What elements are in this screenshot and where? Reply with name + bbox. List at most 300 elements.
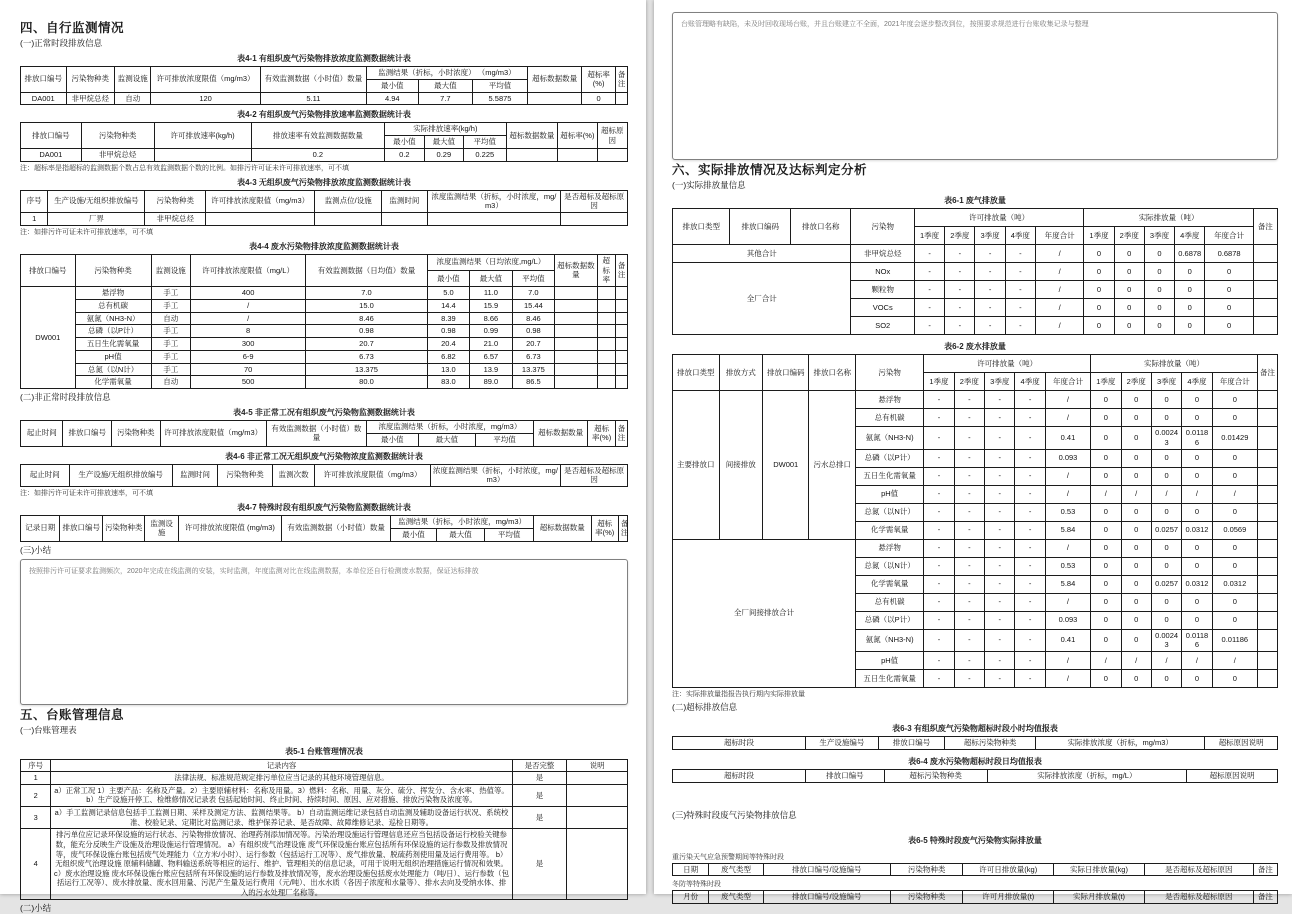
header-cell: 监测点位/设施: [315, 190, 382, 213]
cell: 0.0257: [1151, 521, 1181, 539]
cell: [555, 363, 597, 376]
cell: 7.0: [306, 287, 427, 300]
cell: DA001: [21, 148, 82, 161]
header-cell: 污染物: [856, 355, 924, 391]
cell: -: [924, 539, 954, 557]
header-cell: 废气类型: [709, 891, 763, 904]
header-cell: 超标原因: [597, 123, 627, 149]
cell: /: [1035, 317, 1083, 335]
table-4-2-note: 注：超标率是指超标的监测数据个数占总有效监测数据个数的比例。如排污许可证未许可排放速率，可不填: [20, 164, 349, 172]
cell: -: [954, 539, 984, 557]
header-cell: 说明: [567, 759, 628, 772]
header-cell: 浓度监测结果（折标，小时浓度，mg/m3）: [366, 421, 533, 434]
cell: 是: [512, 784, 567, 806]
header-cell: 序号: [21, 759, 51, 772]
cell: 8: [190, 325, 305, 338]
cell: /: [190, 312, 305, 325]
cell: 0.6878: [1175, 245, 1205, 263]
table-row: [21, 350, 628, 363]
cell: -: [924, 652, 954, 670]
table-header-row: [21, 421, 628, 434]
cell: [597, 299, 615, 312]
header-cell: 1季度: [924, 373, 954, 391]
cell: 总氮（以N计）: [75, 363, 151, 376]
header-cell: 超标数据数量: [533, 421, 588, 447]
cell: -: [945, 245, 975, 263]
cell: 8.46: [306, 312, 427, 325]
header-cell: 最小值: [391, 528, 437, 541]
cell: /: [1182, 485, 1212, 503]
cell: 70: [190, 363, 305, 376]
cell: /: [1045, 409, 1090, 427]
cell: -: [1015, 503, 1045, 521]
header-cell: 污染物: [851, 209, 915, 245]
cell: 0: [1121, 557, 1151, 575]
header-cell: 超标时段: [673, 737, 806, 750]
cell: 0: [1151, 539, 1181, 557]
cell: 0: [1151, 503, 1181, 521]
table-6-1-title: 表6-1 废气排放量: [944, 196, 1006, 205]
cell: 0.01186: [1212, 629, 1257, 652]
header-cell: 1季度: [1084, 227, 1114, 245]
cell: 0.01429: [1212, 427, 1257, 450]
cell: 0: [1212, 449, 1257, 467]
header-cell: 许可排放浓度限值 (mg/m3): [178, 516, 281, 542]
cell: 0: [1175, 317, 1205, 335]
table-row: [21, 287, 628, 300]
cell: /: [1045, 391, 1090, 409]
header-cell: 起止时间: [21, 464, 70, 487]
header-cell: 2季度: [1121, 373, 1151, 391]
cell: [1257, 521, 1277, 539]
header-cell: 污染物种类: [145, 190, 206, 213]
cell: 5.11: [260, 92, 366, 105]
data-table: [20, 420, 628, 447]
cell: /: [1151, 485, 1181, 503]
cell: -: [954, 449, 984, 467]
section-5-sub1: (一)台账管理表: [20, 724, 77, 735]
header-cell: 监测次数: [272, 464, 314, 487]
cell: 0.6878: [1205, 245, 1253, 263]
cell: 全厂间接排放合计: [673, 539, 856, 688]
cell: 1: [21, 772, 51, 785]
cell: 0: [1205, 299, 1253, 317]
cell: 0: [1114, 299, 1144, 317]
cell: 0: [1091, 449, 1121, 467]
cell: 0: [1212, 670, 1257, 688]
cell: -: [1015, 485, 1045, 503]
cell: 500: [190, 376, 305, 389]
cell: -: [1015, 467, 1045, 485]
table-6-5b: [672, 890, 1278, 904]
cell: 0: [1144, 245, 1174, 263]
cell: 120: [151, 92, 260, 105]
cell: -: [985, 593, 1015, 611]
cell: /: [1091, 485, 1121, 503]
cell: -: [945, 299, 975, 317]
cell: 0: [1144, 281, 1174, 299]
cell: 0: [1114, 245, 1144, 263]
cell: SO2: [851, 317, 915, 335]
cell: [615, 325, 627, 338]
header-cell: 废气类型: [709, 863, 763, 876]
cell: 氨氮（NH3-N）: [75, 312, 151, 325]
cell: [567, 772, 628, 785]
cell: [615, 92, 627, 105]
cell: 4: [21, 829, 51, 899]
header-cell: 最大值: [470, 270, 512, 286]
cell: -: [924, 611, 954, 629]
table-header-row: [673, 891, 1278, 904]
cell: 自动: [151, 312, 190, 325]
header-cell: 1季度: [914, 227, 944, 245]
cell: 0.01186: [1182, 427, 1212, 450]
table-header-row: [673, 863, 1278, 876]
cell: 五日生化需氧量: [856, 467, 924, 485]
header-cell: 浓度监测结果（折标，小时浓度，mg/m3）: [427, 190, 561, 213]
cell: [615, 312, 627, 325]
cell: -: [1015, 629, 1045, 652]
data-table: [672, 354, 1278, 688]
section-6-heading: 六、实际排放情况及达标判定分析: [672, 163, 868, 177]
cell: 0: [1091, 575, 1121, 593]
cell: -: [954, 575, 984, 593]
cell: 80.0: [306, 376, 427, 389]
header-cell: 排放口编码: [762, 355, 809, 391]
cell: DW001: [21, 287, 76, 389]
cell: -: [954, 391, 984, 409]
cell: 0.41: [1045, 427, 1090, 450]
header-cell: 月份: [673, 891, 709, 904]
cell: -: [975, 317, 1005, 335]
cell: 13.375: [306, 363, 427, 376]
header-cell: 2季度: [954, 373, 984, 391]
cell: NOx: [851, 263, 915, 281]
cell: 0: [1175, 281, 1205, 299]
cell: 0.0312: [1212, 575, 1257, 593]
header-cell: 监测时间: [382, 190, 428, 213]
cell: 间接排放: [719, 391, 762, 540]
table-4-2-title: 表4-2 有组织废气污染物排放速率监测数据统计表: [237, 110, 411, 120]
cell: [615, 350, 627, 363]
cell: 5.0: [427, 287, 469, 300]
cell: [506, 148, 558, 161]
table-header-row: [21, 464, 628, 487]
cell: -: [954, 467, 984, 485]
header-cell: 日期: [673, 863, 709, 876]
cell: 0.2: [385, 148, 424, 161]
cell: [597, 287, 615, 300]
cell: 0: [1151, 409, 1181, 427]
table-header-row: [21, 254, 628, 270]
cell: 0: [1151, 670, 1181, 688]
section-6-sub1: (一)实际排放量信息: [672, 180, 746, 190]
header-cell: 超标数据数量: [533, 516, 591, 542]
cell: 0: [1121, 391, 1151, 409]
cell: 0: [1144, 299, 1174, 317]
cell: 0.093: [1045, 611, 1090, 629]
cell: [567, 784, 628, 806]
table-4-3-title: 表4-3 无组织废气污染物排放浓度监测数据统计表: [237, 177, 411, 187]
header-cell: 4季度: [1182, 373, 1212, 391]
section-5-heading: 五、台账管理信息: [20, 707, 125, 722]
header-cell: 3季度: [975, 227, 1005, 245]
cell: -: [1005, 263, 1035, 281]
header-cell: 3季度: [1151, 373, 1181, 391]
data-table: [20, 254, 628, 389]
header-cell: 排放口编号: [878, 737, 945, 750]
header-cell: 污染物种类: [66, 67, 115, 93]
header-cell: 平均值: [485, 528, 534, 541]
cell: 0: [1091, 391, 1121, 409]
cell: /: [1045, 593, 1090, 611]
cell: -: [924, 593, 954, 611]
header-cell: 污染物种类: [890, 891, 963, 904]
cell: /: [1182, 652, 1212, 670]
header-cell: 是否超标及超标原因: [561, 464, 628, 487]
cell: 8.66: [470, 312, 512, 325]
cell: 20.7: [512, 338, 554, 351]
cell: -: [985, 575, 1015, 593]
cell: 0: [1182, 409, 1212, 427]
table-row: [21, 829, 628, 899]
table-5-1: [20, 759, 628, 900]
cell: -: [914, 281, 944, 299]
table-row: [673, 263, 1278, 281]
cell: -: [1005, 245, 1035, 263]
cell: [527, 92, 582, 105]
table-6-5-title: 表6-5 特殊时段废气污染物实际排放量: [908, 835, 1042, 845]
cell: 0: [1121, 670, 1151, 688]
data-table: [672, 863, 1278, 877]
header-cell: 超标原因说明: [1205, 737, 1278, 750]
cell: -: [1005, 317, 1035, 335]
table-row: [673, 539, 1278, 557]
header-cell: 许可排放量（吨）: [914, 209, 1083, 227]
cell: [1257, 629, 1277, 652]
cell: 0: [1114, 317, 1144, 335]
header-cell: 排放口名称: [809, 355, 856, 391]
cell: 0: [1091, 670, 1121, 688]
cell: -: [954, 427, 984, 450]
header-cell: 2季度: [945, 227, 975, 245]
cell: [567, 807, 628, 829]
cell: 0.00243: [1151, 427, 1181, 450]
header-cell: 实际排放浓度（折标，mg/L）: [987, 769, 1187, 782]
cell: DA001: [21, 92, 67, 105]
cell: 0: [1114, 263, 1144, 281]
header-cell: 许可排放速率(kg/h): [154, 123, 251, 149]
cell: [1257, 557, 1277, 575]
header-cell: 污染物种类: [102, 516, 144, 542]
cell: 83.0: [427, 376, 469, 389]
cell: 0: [1121, 449, 1151, 467]
header-cell: 实际排放量（吨）: [1084, 209, 1253, 227]
header-cell: 有效监测数据（小时值）数量: [266, 421, 366, 447]
header-cell: 监测设施: [151, 254, 190, 286]
header-cell: 超标率(%): [591, 516, 618, 542]
section-4-sub2: (二)非正常时段排放信息: [20, 392, 111, 402]
table-4-4-title: 表4-4 废水污染物排放浓度监测数据统计表: [249, 241, 399, 251]
cell: 0: [1091, 557, 1121, 575]
cell: [615, 287, 627, 300]
cell: 0.2: [251, 148, 385, 161]
cell: 0: [1182, 557, 1212, 575]
cell: /: [1035, 245, 1083, 263]
cell: 手工: [151, 363, 190, 376]
cell: 86.5: [512, 376, 554, 389]
table-header-row: [21, 123, 628, 136]
cell: 非甲烷总烃: [145, 213, 206, 226]
cell: DW001: [762, 391, 809, 540]
header-cell: 最小值: [366, 79, 418, 92]
cell: 5.84: [1045, 575, 1090, 593]
cell: 0.225: [464, 148, 506, 161]
cell: 14.4: [427, 299, 469, 312]
cell: 悬浮物: [856, 391, 924, 409]
cell: 手工: [151, 325, 190, 338]
header-cell: 浓度监测结果（折标，小时浓度，mg/m3）: [430, 464, 561, 487]
data-table: [20, 515, 628, 542]
cell: [555, 338, 597, 351]
header-cell: 排放方式: [719, 355, 762, 391]
header-cell: 超标率(%): [588, 421, 615, 447]
cell: 法律法规、标准规范规定排污单位应当记录的其他环境管理信息。: [51, 772, 512, 785]
cell: 0.41: [1045, 629, 1090, 652]
section-6-sub2: (二)超标排放信息: [672, 702, 738, 712]
table-4-5-title: 表4-5 非正常工况有组织废气污染物监测数据统计表: [233, 408, 415, 417]
header-cell: 许可日排放量(kg): [963, 863, 1054, 876]
table-row: [21, 807, 628, 829]
table-header-row: [673, 209, 1278, 227]
cell: /: [1121, 652, 1151, 670]
cell: 7.7: [418, 92, 473, 105]
section-4-sub3: (三)小结: [20, 544, 52, 555]
header-cell: 排放口编号: [63, 421, 112, 447]
header-cell: 排放速率有效监测数据数量: [251, 123, 385, 149]
report-page-left: [0, 0, 646, 913]
table-row: [21, 772, 628, 785]
cell: 0.01186: [1182, 629, 1212, 652]
cell: [615, 299, 627, 312]
cell: 非甲烷总烃: [851, 245, 915, 263]
data-table: [672, 890, 1278, 904]
cell: 0.98: [306, 325, 427, 338]
cell: -: [1005, 281, 1035, 299]
cell: 0: [1151, 467, 1181, 485]
header-cell: 排放口编号: [60, 516, 102, 542]
cell: 手工: [151, 287, 190, 300]
cell: [615, 363, 627, 376]
header-cell: 平均值: [512, 270, 554, 286]
cell: -: [975, 245, 1005, 263]
table-6-3: [672, 736, 1278, 750]
cell: -: [975, 299, 1005, 317]
header-cell: 超标数据数量: [506, 123, 558, 149]
table-4-3: [20, 190, 628, 226]
header-cell: 许可排放浓度限值（mg/m3）: [206, 190, 315, 213]
cell: 7.0: [512, 287, 554, 300]
header-cell: 浓度监测结果（日均浓度,mg/L）: [427, 254, 554, 270]
cell: /: [190, 299, 305, 312]
cell: /: [1212, 485, 1257, 503]
cell: -: [985, 652, 1015, 670]
header-cell: 起止时间: [21, 421, 63, 447]
cell: [597, 376, 615, 389]
cell: -: [914, 245, 944, 263]
table-4-4: [20, 254, 628, 389]
cell: [615, 376, 627, 389]
cell: 0.093: [1045, 449, 1090, 467]
table-4-6-note: 注：如排污许可证未许可排放速率，可不填: [20, 490, 153, 497]
cell: /: [1045, 652, 1090, 670]
cell: 6.82: [427, 350, 469, 363]
cell: -: [985, 409, 1015, 427]
cell: 总有机碳: [856, 409, 924, 427]
cell: [597, 312, 615, 325]
cell: 0: [1205, 263, 1253, 281]
cell: -: [1015, 670, 1045, 688]
header-cell: 监测结果（折标，小时浓度，mg/m3）: [391, 516, 534, 529]
section-4-summary-text: 按照排污许可证要求监测频次，2020年完成在线监测的安装，实时监测，年度监测对比在线监测数据，本单位还自行检测废水数据，保证达标排放: [29, 567, 479, 575]
cell: /: [1035, 299, 1083, 317]
cell: 自动: [115, 92, 151, 105]
table-header-row: [21, 516, 628, 529]
table-header-row: [673, 769, 1278, 782]
cell: 0: [1084, 263, 1114, 281]
cell: 0: [1091, 503, 1121, 521]
cell: 非甲烷总烃: [66, 92, 115, 105]
cell: 6-9: [190, 350, 305, 363]
cell: 0: [1121, 629, 1151, 652]
cell: 0: [1091, 427, 1121, 450]
header-cell: 2季度: [1114, 227, 1144, 245]
header-cell: 备注: [1257, 355, 1277, 391]
cell: [597, 325, 615, 338]
cell: 0: [1121, 593, 1151, 611]
cell: [561, 213, 628, 226]
cell: -: [924, 427, 954, 450]
header-cell: 污染物种类: [218, 464, 273, 487]
cell: -: [954, 503, 984, 521]
cell: [597, 350, 615, 363]
header-cell: 实际排放速率(kg/h): [385, 123, 506, 136]
cell: -: [1015, 427, 1045, 450]
cell: 0: [1091, 593, 1121, 611]
cell: 0: [1121, 409, 1151, 427]
cell: 0: [1212, 611, 1257, 629]
cell: 自动: [151, 376, 190, 389]
cell: [1257, 449, 1277, 467]
cell: 0: [1084, 299, 1114, 317]
cell: 0: [1151, 391, 1181, 409]
header-cell: 超标率(%): [582, 67, 615, 93]
cell: 氨氮（NH3-N): [856, 427, 924, 450]
cell: 5.84: [1045, 521, 1090, 539]
cell: 6.73: [306, 350, 427, 363]
cell: -: [985, 391, 1015, 409]
data-table: [20, 122, 628, 161]
header-cell: 有效监测数据（小时值）数量: [260, 67, 366, 93]
cell: [1257, 467, 1277, 485]
table-row: [673, 245, 1278, 263]
cell: 0: [1182, 391, 1212, 409]
header-cell: 记录日期: [21, 516, 60, 542]
header-cell: 年度合计: [1212, 373, 1257, 391]
cell: 0: [1091, 611, 1121, 629]
header-cell: 3季度: [1144, 227, 1174, 245]
cell: 300: [190, 338, 305, 351]
